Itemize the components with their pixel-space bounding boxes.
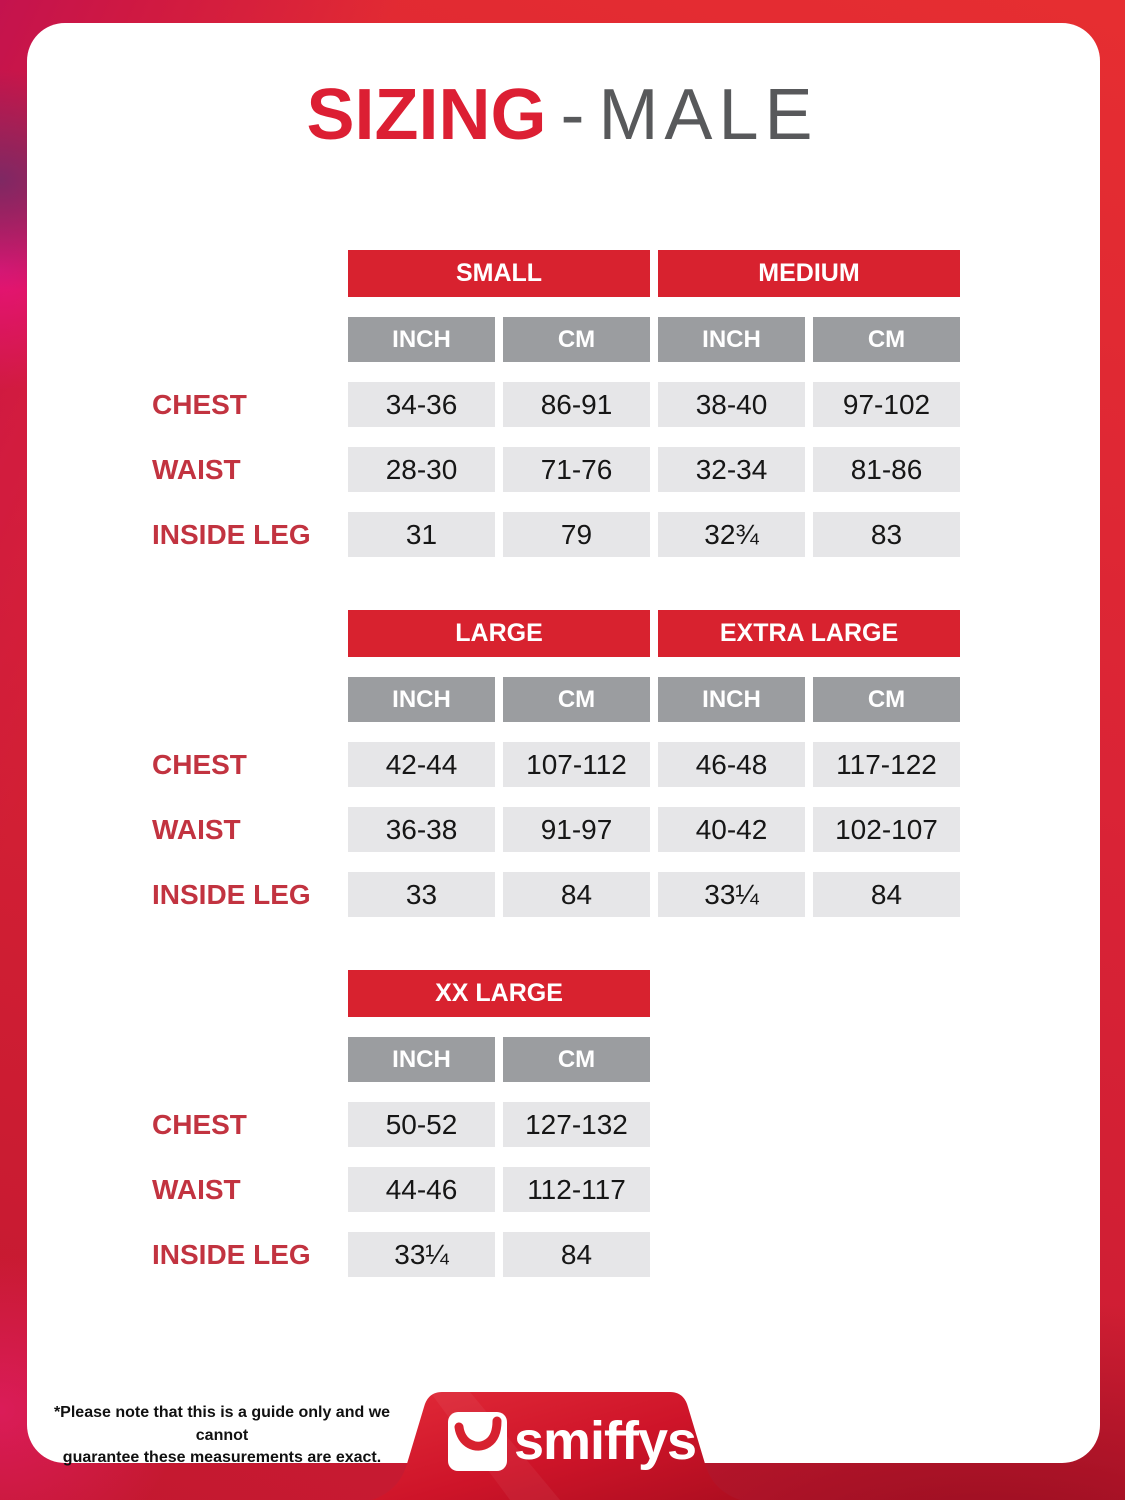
title-primary: SIZING (306, 75, 547, 155)
footnote (47, 1402, 397, 1470)
sizing-table-2 (150, 970, 650, 1277)
value-cell: 38-40 (658, 382, 805, 427)
footnote-line-2: guarantee these measurements are exact. (62, 1449, 382, 1467)
value-cell: 32-34 (658, 447, 805, 492)
value-cell: 81-86 (813, 447, 960, 492)
value-cell: 84 (813, 872, 960, 917)
value-cell: 71-76 (503, 447, 650, 492)
value-cell: 34-36 (348, 382, 495, 427)
value-cell: 86-91 (503, 382, 650, 427)
unit-header: CM (813, 317, 960, 362)
unit-header: CM (503, 677, 650, 722)
value-cell: 50-52 (348, 1102, 495, 1147)
unit-header: INCH (348, 317, 495, 362)
size-header: MEDIUM (658, 250, 960, 297)
value-cell: 127-132 (503, 1102, 650, 1147)
unit-header: INCH (658, 677, 805, 722)
value-cell: 112-117 (503, 1167, 650, 1212)
value-cell: 32¾ (658, 512, 805, 557)
table-spacer (150, 250, 340, 297)
unit-header: CM (503, 317, 650, 362)
title-separator: - (560, 75, 585, 155)
unit-header: INCH (348, 1037, 495, 1082)
value-cell: 33¼ (348, 1232, 495, 1277)
row-label: CHEST (152, 1108, 247, 1140)
value-cell: 33 (348, 872, 495, 917)
unit-header: CM (503, 1037, 650, 1082)
row-label: INSIDE LEG (152, 518, 311, 550)
value-cell: 107-112 (503, 742, 650, 787)
sizing-table-0 (150, 250, 960, 557)
table-spacer (150, 677, 340, 722)
value-cell: 33¼ (658, 872, 805, 917)
page-title (0, 75, 1125, 155)
value-cell: 31 (348, 512, 495, 557)
row-label: INSIDE LEG (152, 1238, 311, 1270)
brand-wordmark (514, 1411, 714, 1471)
unit-header: INCH (348, 677, 495, 722)
row-label: WAIST (152, 1173, 241, 1205)
row-label: WAIST (152, 453, 241, 485)
table-spacer (150, 610, 340, 657)
value-cell: 79 (503, 512, 650, 557)
unit-header: CM (813, 677, 960, 722)
table-spacer (150, 1037, 340, 1082)
value-cell: 84 (503, 872, 650, 917)
value-cell: 83 (813, 512, 960, 557)
title-secondary: MALE (598, 75, 819, 155)
row-label: INSIDE LEG (152, 878, 311, 910)
value-cell: 36-38 (348, 807, 495, 852)
value-cell: 117-122 (813, 742, 960, 787)
row-label: CHEST (152, 748, 247, 780)
value-cell: 28-30 (348, 447, 495, 492)
value-cell: 44-46 (348, 1167, 495, 1212)
value-cell: 97-102 (813, 382, 960, 427)
value-cell: 46-48 (658, 742, 805, 787)
value-cell: 40-42 (658, 807, 805, 852)
trademark-symbol: TM (698, 1423, 714, 1435)
footnote-line-1: *Please note that this is a guide only and we cannot (53, 1404, 391, 1444)
smiffys-smile-icon (448, 1412, 507, 1471)
size-header: LARGE (348, 610, 650, 657)
size-header: SMALL (348, 250, 650, 297)
size-header: EXTRA LARGE (658, 610, 960, 657)
row-label: CHEST (152, 388, 247, 420)
size-header: XX LARGE (348, 970, 650, 1017)
value-cell: 84 (503, 1232, 650, 1277)
value-cell: 102-107 (813, 807, 960, 852)
value-cell: 42-44 (348, 742, 495, 787)
value-cell: 91-97 (503, 807, 650, 852)
brand-name: smiffys (514, 1411, 697, 1471)
table-spacer (150, 317, 340, 362)
row-label: WAIST (152, 813, 241, 845)
table-spacer (150, 970, 340, 1017)
unit-header: INCH (658, 317, 805, 362)
sizing-table-1 (150, 610, 960, 917)
